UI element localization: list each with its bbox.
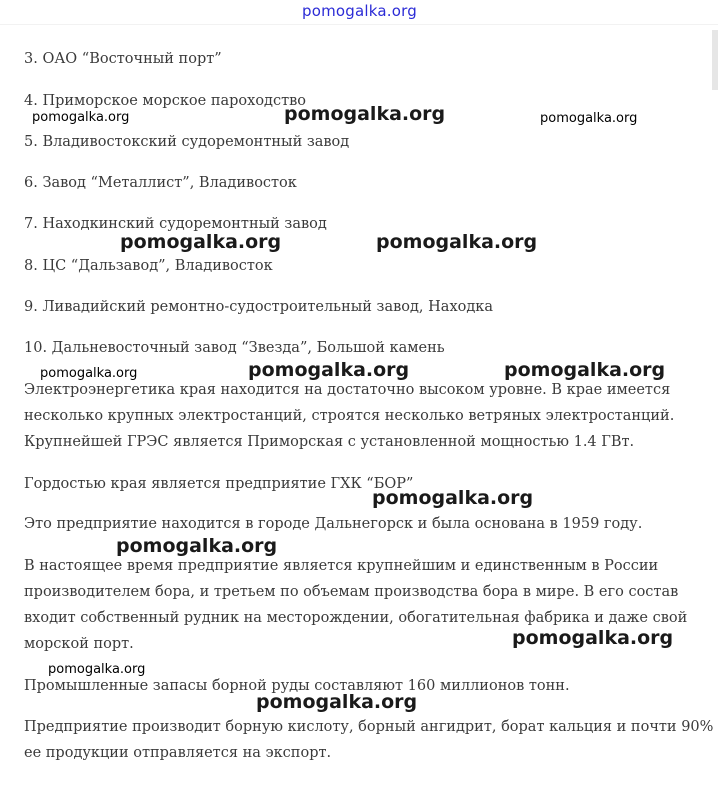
paragraph-line: входит собственный рудник на месторождении, обогатительная фабрика и даже свой [24,610,688,626]
paragraph-line: Промышленные запасы борной руды составляют 160 миллионов тонн. [24,678,570,694]
watermark: pomogalka.org [40,366,138,381]
scrollbar[interactable] [712,30,718,90]
watermark: pomogalka.org [32,110,130,125]
watermark: pomogalka.org [284,103,446,125]
paragraph-line: Это предприятие находится в городе Дальнегорск и была основана в 1959 году. [24,516,643,532]
watermark: pomogalka.org [376,231,538,253]
list-item: 10. Дальневосточный завод “Звезда”, Большой камень [24,340,445,356]
list-item: 5. Владивостокский судоремонтный завод [24,134,350,150]
paragraph-line: Электроэнергетика края находится на достаточно высоком уровне. В крае имеется [24,382,671,398]
divider [0,24,718,25]
watermark: pomogalka.org [48,662,146,677]
list-item: 6. Завод “Металлист”, Владивосток [24,175,297,191]
watermark: pomogalka.org [372,487,534,509]
watermark: pomogalka.org [512,627,674,649]
paragraph-line: несколько крупных электростанций, строятся несколько ветряных электростанций. [24,408,675,424]
watermark: pomogalka.org [116,535,278,557]
paragraph-line: Гордостью края является предприятие ГХК “БОР” [24,476,414,492]
paragraph-line: морской порт. [24,636,134,652]
list-item: 9. Ливадийский ремонтно-судостроительный завод, Находка [24,299,493,315]
watermark: pomogalka.org [540,111,638,126]
watermark: pomogalka.org [504,359,666,381]
paragraph-line: В настоящее время предприятие является крупнейшим и единственным в России [24,558,659,574]
watermark: pomogalka.org [256,691,418,713]
watermark: pomogalka.org [248,359,410,381]
watermark: pomogalka.org [120,231,282,253]
list-item: 4. Приморское морское пароходство [24,93,307,109]
paragraph-line: производителем бора, и третьем по объемам производства бора в мире. В его состав [24,584,679,600]
list-item: 8. ЦС “Дальзавод”, Владивосток [24,258,273,274]
paragraph-line: Крупнейшей ГРЭС является Приморская с установленной мощностью 1.4 ГВт. [24,434,635,450]
paragraph-line: ее продукции отправляется на экспорт. [24,745,332,761]
header-watermark: pomogalka.org [302,2,417,20]
list-item: 7. Находкинский судоремонтный завод [24,216,327,232]
paragraph-line: Предприятие производит борную кислоту, борный ангидрит, борат кальция и почти 90% [24,719,714,735]
list-item: 3. ОАО “Восточный порт” [24,51,222,67]
